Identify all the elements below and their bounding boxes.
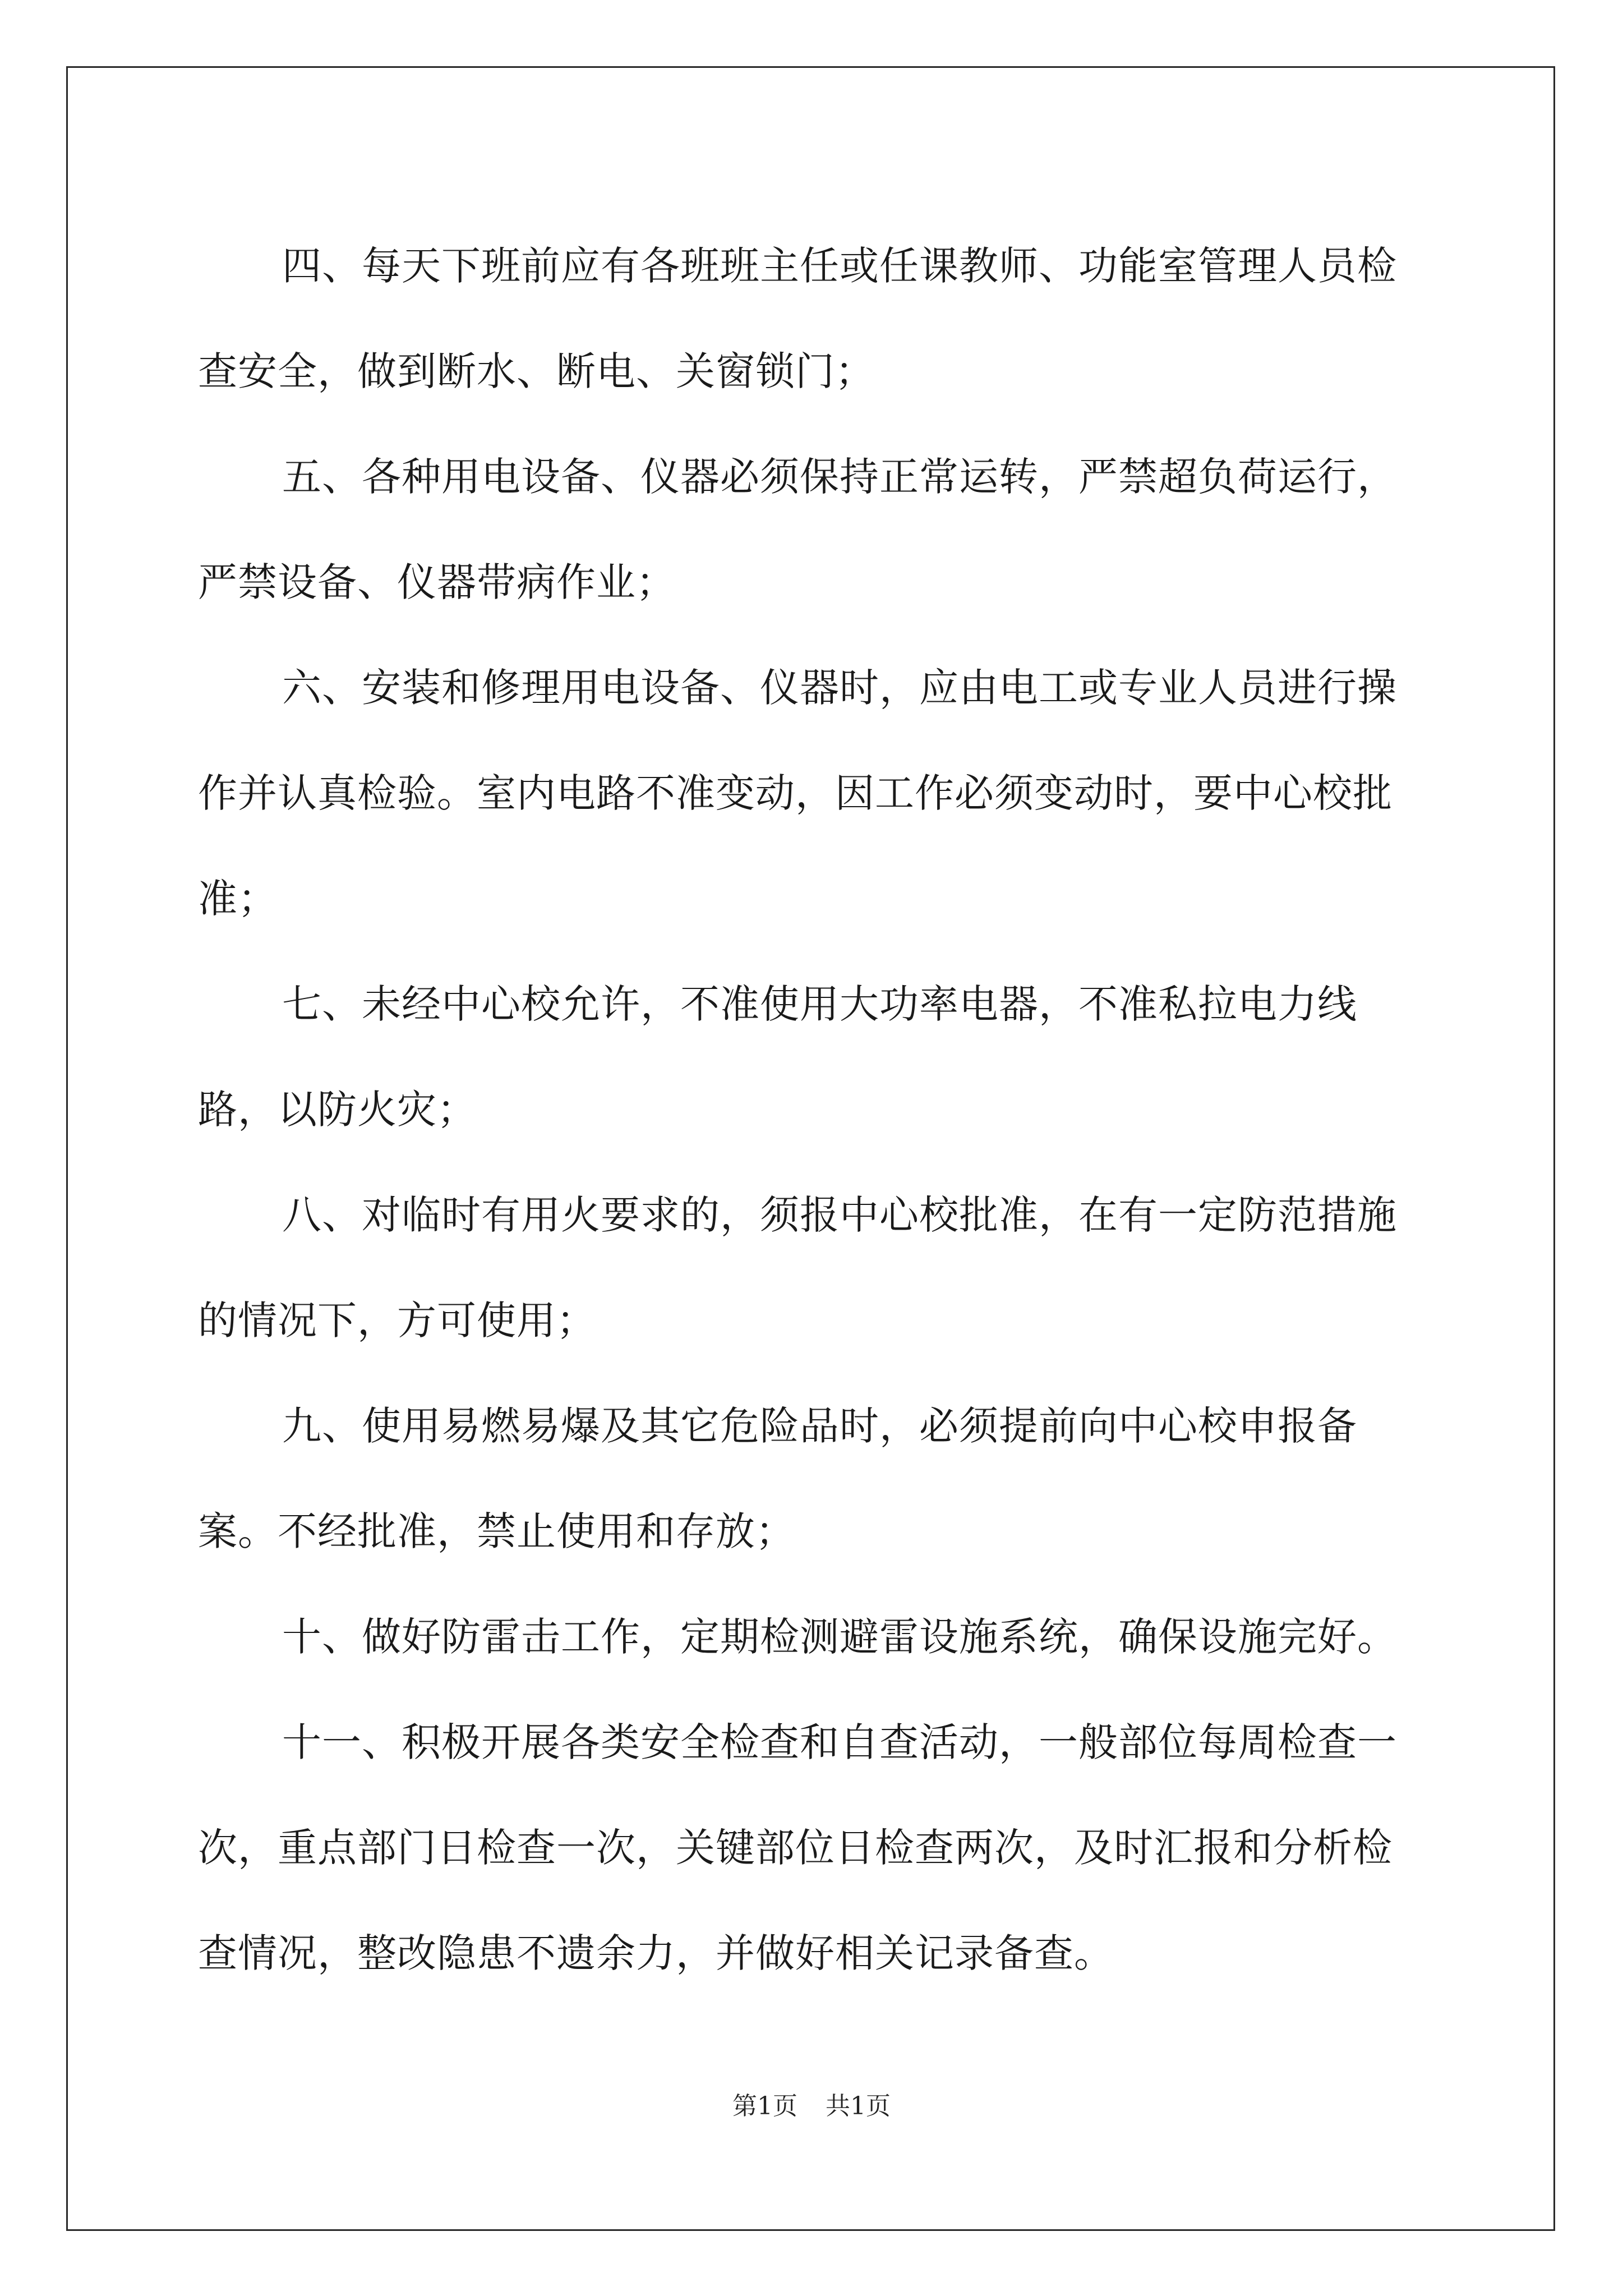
paragraph: 八、对临时有用火要求的，须报中心校批准，在有一定防范措施的情况下，方可使用； (198, 1192, 1397, 1343)
paragraph: 六、安装和修理用电设备、仪器时，应由电工或专业人员进行操作并认真检验。室内电路不准变动，因工作必须变动时，要中心校批准； (198, 665, 1397, 922)
paragraph: 七、未经中心校允许，不准使用大功率电器，不准私拉电力线路，以防火灾； (198, 981, 1357, 1133)
page-total: 共1页 (826, 2092, 891, 2120)
paragraph: 十一、积极开展各类安全检查和自查活动，一般部位每周检查一次，重点部门日检查一次，关键部位日检查两次，及时汇报和分析检查情况，整改隐患不遗余力，并做好相关记录备查。 (198, 1719, 1397, 1976)
paragraph: 九、使用易燃易爆及其它危险品时，必须提前向中心校申报备案。不经批准，禁止使用和存放； (198, 1403, 1357, 1554)
page-number: 第1页 (732, 2092, 797, 2120)
page-footer (0, 2090, 1623, 2123)
paragraph: 十、做好防雷击工作，定期检测避雷设施系统，确保设施完好。 (282, 1614, 1397, 1660)
paragraph: 四、每天下班前应有各班班主任或任课教师、功能室管理人员检查安全，做到断水、断电、关窗锁门； (198, 243, 1397, 394)
document-body (198, 213, 1432, 2006)
paragraph: 五、各种用电设备、仪器必须保持正常运转，严禁超负荷运行，严禁设备、仪器带病作业； (198, 454, 1397, 605)
